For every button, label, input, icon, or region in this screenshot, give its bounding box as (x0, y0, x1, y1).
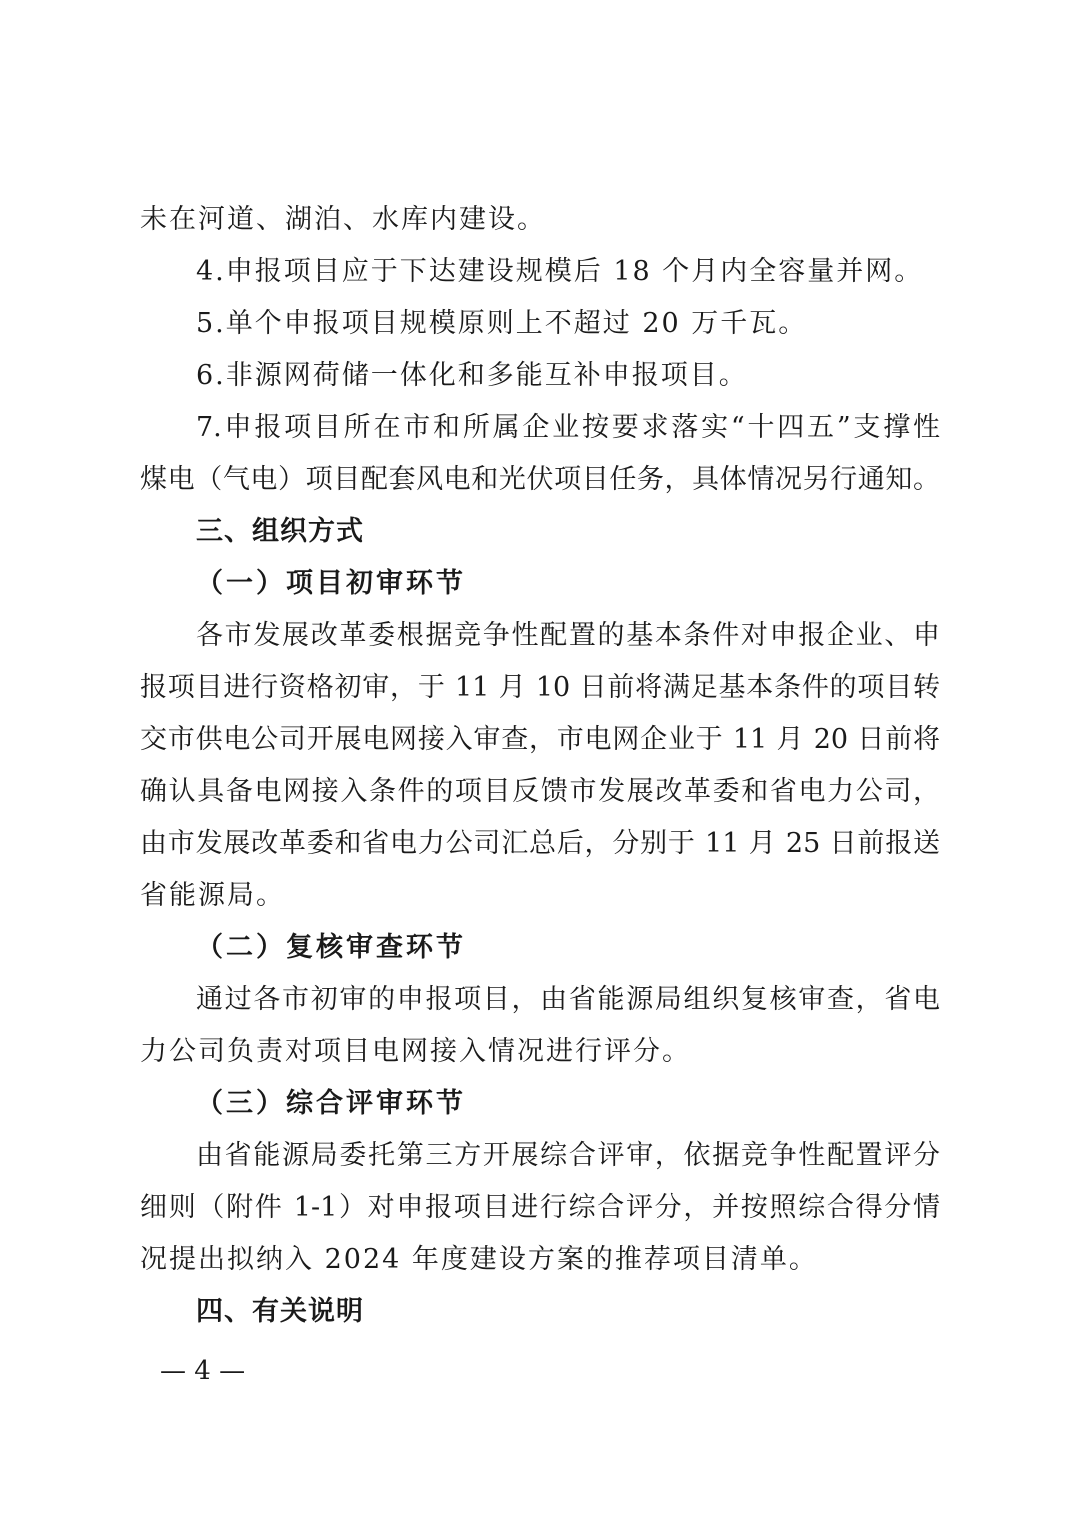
paragraph-line: 交市供电公司开展电网接入审查，市电网企业于 11 月 20 日前将 (140, 724, 940, 755)
paragraph-line: 况提出拟纳入 2024 年度建设方案的推荐项目清单。 (140, 1244, 818, 1275)
page-number: — 4 — (160, 1356, 246, 1386)
list-item-4: 4.申报项目应于下达建设规模后 18 个月内全容量并网。 (196, 256, 924, 287)
subsection-heading-1: （一）项目初审环节 (196, 568, 466, 599)
paragraph-line: 由省能源局委托第三方开展综合评审，依据竞争性配置评分 (196, 1140, 940, 1171)
list-item-5: 5.单个申报项目规模原则上不超过 20 万千瓦。 (196, 308, 808, 339)
subsection-heading-3: （三）综合评审环节 (196, 1088, 466, 1119)
paragraph-line: 细则（附件 1-1）对申报项目进行综合评分，并按照综合得分情 (140, 1192, 940, 1223)
paragraph-line: 煤电（气电）项目配套风电和光伏项目任务，具体情况另行通知。 (140, 464, 940, 495)
paragraph-line: 未在河道、湖泊、水库内建设。 (140, 204, 546, 235)
list-item-6: 6.非源网荷储一体化和多能互补申报项目。 (196, 360, 748, 391)
paragraph-line: 省能源局。 (140, 880, 285, 911)
paragraph-line: 确认具备电网接入条件的项目反馈市发展改革委和省电力公司， (140, 776, 940, 807)
section-heading-4: 四、有关说明 (196, 1296, 364, 1327)
paragraph-line: 报项目进行资格初审，于 11 月 10 日前将满足基本条件的项目转 (140, 672, 940, 703)
paragraph-line: 通过各市初审的申报项目，由省能源局组织复核审查，省电 (196, 984, 940, 1015)
section-heading-3: 三、组织方式 (196, 516, 364, 547)
paragraph-line: 各市发展改革委根据竞争性配置的基本条件对申报企业、申 (196, 620, 940, 651)
subsection-heading-2: （二）复核审查环节 (196, 932, 466, 963)
paragraph-line: 力公司负责对项目电网接入情况进行评分。 (140, 1036, 691, 1067)
list-item-7: 7.申报项目所在市和所属企业按要求落实“十四五”支撑性 (196, 412, 940, 443)
paragraph-line: 由市发展改革委和省电力公司汇总后，分别于 11 月 25 日前报送 (140, 828, 940, 859)
